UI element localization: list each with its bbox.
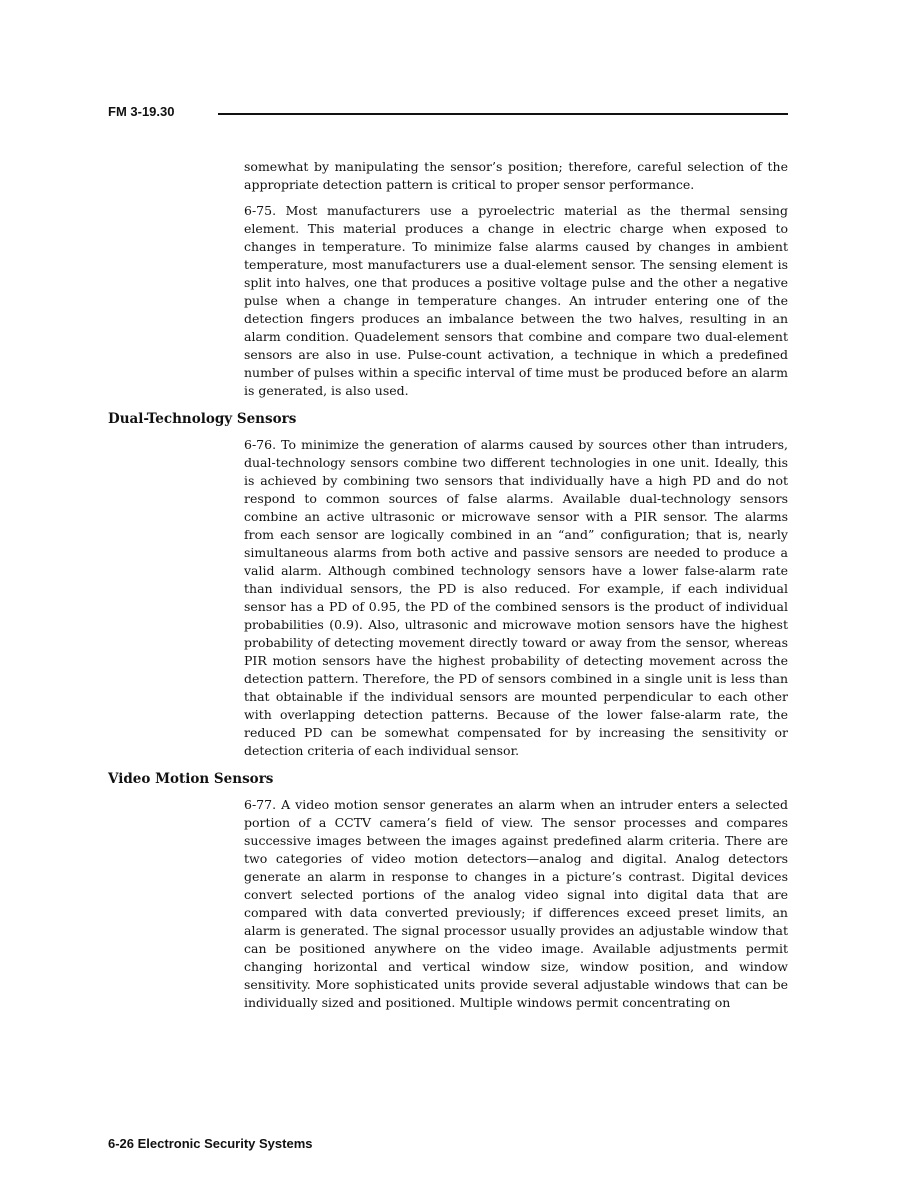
- page-body: [108, 158, 788, 1020]
- section-heading-dual-technology: Dual-Technology Sensors: [108, 411, 297, 427]
- manual-number: FM 3-19.30: [108, 104, 175, 119]
- paragraph-6-76: 6-76. To minimize the generation of alarms caused by sources other than intruders, dual-technology sensors combine two different technologies in one unit. Ideally, this is achieved by combining two sensors that individually have a high PD and do not respond to common sources of false alarms. Available dual-technology sensors combine an active ultrasonic or microwave sensor with a PIR sensor. The alarms from each sensor are logically combined in an “and” configuration; that is, nearly simultaneous alarms from both active and passive sensors are needed to produce a valid alarm. Although combined technology sensors have a lower false-alarm rate than individual sensors, the PD is also reduced. For example, if each individual sensor has a PD of 0.95, the PD of the combined sensors is the product of individual probabilities (0.9). Also, ultrasonic and microwave motion sensors have the highest probability of detecting movement directly toward or away from the sensor, whereas PIR motion sensors have the highest probability of detecting movement across the detection pattern. Therefore, the PD of sensors combined in a single unit is less than that obtainable if the individual sensors are mounted perpendicular to each other with overlapping detection patterns. Because of the lower false-alarm rate, the reduced PD can be somewhat compensated for by increasing the sensitivity or detection criteria of each individual sensor.: [244, 437, 788, 758]
- paragraph-6-75: 6-75. Most manufacturers use a pyroelectric material as the thermal sensing element. This material produces a change in electric charge when exposed to changes in temperature. To minimize false alarms caused by changes in ambient temperature, most manufacturers use a dual-element sensor. The sensing element is split into halves, one that produces a positive voltage pulse and the other a negative pulse when a change in temperature changes. An intruder entering one of the detection fingers produces an imbalance between the two halves, resulting in an alarm condition. Quadelement sensors that combine and compare two dual-element sensors are also in use. Pulse-count activation, a technique in which a predefined number of pulses within a specific interval of time must be produced before an alarm is generated, is also used.: [244, 203, 788, 398]
- paragraph-6-77: 6-77. A video motion sensor generates an alarm when an intruder enters a selected portion of a CCTV camera’s field of view. The sensor processes and compares successive images between the images against predefined alarm criteria. There are two categories of video motion detectors—analog and digital. Analog detectors generate an alarm in response to changes in a picture’s contrast. Digital devices convert selected portions of the analog video signal into digital data that are compared with data converted previously; if differences exceed preset limits, an alarm is generated. The signal processor usually provides an adjustable window that can be positioned anywhere on the video image. Available adjustments permit changing horizontal and vertical window size, window position, and window sensitivity. More sophisticated units provide several adjustable windows that can be individually sized and positioned. Multiple windows permit concentrating on: [244, 797, 788, 1010]
- page-footer: 6-26 Electronic Security Systems: [108, 1136, 313, 1151]
- paragraph-continued: somewhat by manipulating the sensor’s position; therefore, careful selection of the appropriate detection pattern is critical to proper sensor performance.: [244, 159, 788, 192]
- header-rule: [218, 113, 788, 115]
- section-heading-video-motion: Video Motion Sensors: [108, 771, 274, 787]
- page-header: [108, 104, 788, 124]
